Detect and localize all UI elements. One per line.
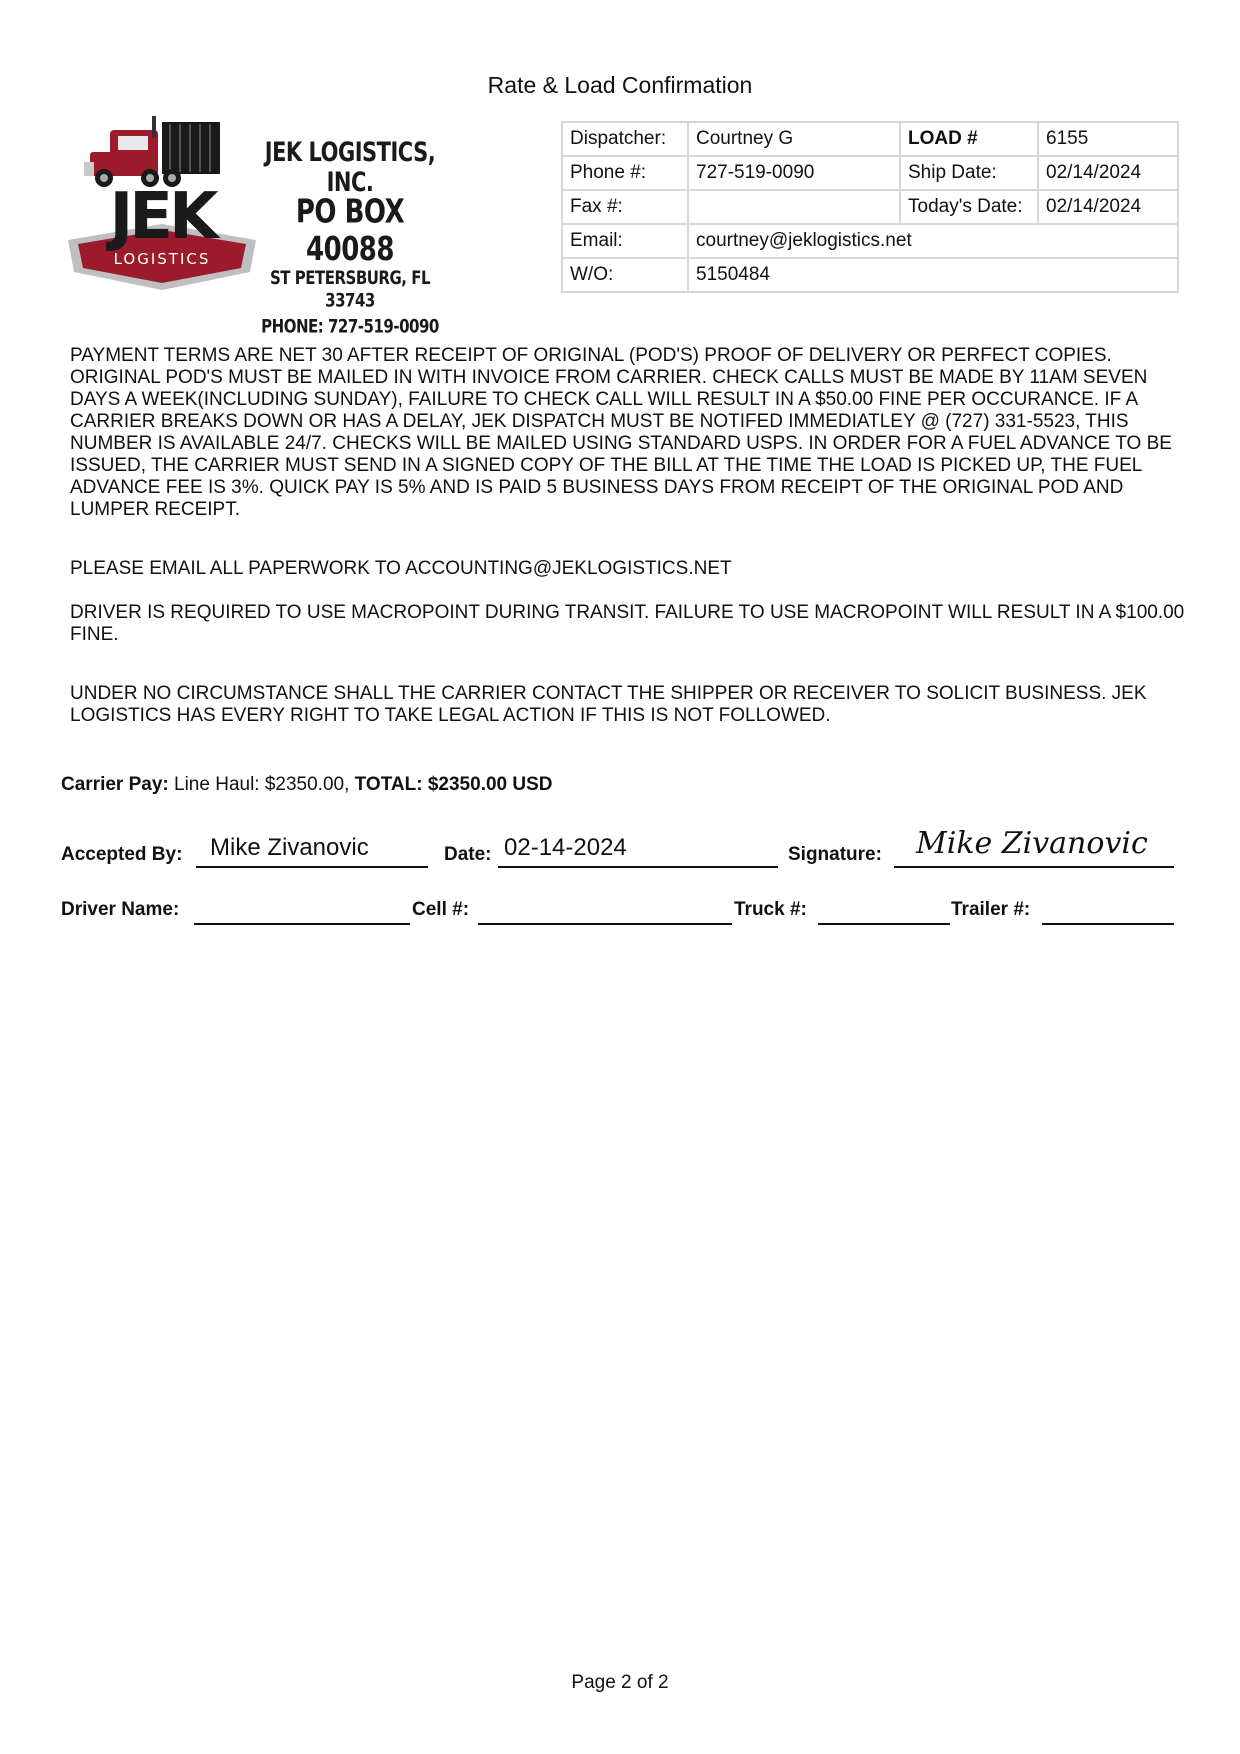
- table-row: [562, 190, 1178, 224]
- ship-date-value: 02/14/2024: [1038, 156, 1178, 190]
- company-address1: PO BOX 40088: [295, 193, 405, 269]
- load-label: LOAD #: [900, 122, 1038, 156]
- line-haul: Line Haul: $2350.00,: [174, 774, 350, 795]
- load-info-table: [561, 121, 1179, 293]
- dispatcher-label: Dispatcher:: [562, 122, 688, 156]
- document-title: Rate & Load Confirmation: [487, 72, 753, 98]
- table-row: [562, 122, 1178, 156]
- logo-letters: JEK: [109, 180, 215, 254]
- table-row: [562, 258, 1178, 292]
- paperwork-email-note: PLEASE EMAIL ALL PAPERWORK TO ACCOUNTING@JEKLOGISTICS.NET: [70, 558, 732, 579]
- company-address2: ST PETERSBURG, FL 33743: [269, 266, 431, 312]
- page-number: Page 2 of 2: [571, 1672, 669, 1693]
- carrier-pay: [61, 774, 553, 796]
- todays-date-label: Today's Date:: [900, 190, 1038, 224]
- fax-value: [688, 190, 900, 224]
- date-label: Date:: [444, 844, 492, 865]
- payment-terms: PAYMENT TERMS ARE NET 30 AFTER RECEIPT OF ORIGINAL (POD'S) PROOF OF DELIVERY OR PERFECT COPIES. ORIGINAL POD'S MUST BE MAILED IN WITH INVOICE FROM CARRIER. CHECK CALLS MUST BE MADE BY 11AM SEVEN DAYS A WEEK(INCLUDING SUNDAY), FAILURE TO CHECK CALL WILL RESULT IN A $50.00 FINE PER OCCURANCE. IF A CARRIER BREAKS DOWN OR HAS A DELAY, JEK DISPATCH MUST BE NOTIFED IMMEDIATLEY @ (727) 331-5523, THIS NUMBER IS AVAILABLE 24/7. CHECKS WILL BE MAILED USING STANDARD USPS. IN ORDER FOR A FUEL ADVANCE TO BE ISSUED, THE CARRIER MUST SEND IN A SIGNED COPY OF THE BILL AT THE TIME THE LOAD IS PICKED UP, THE FUEL ADVANCE FEE IS 3%. QUICK PAY IS 5% AND IS PAID 5 BUSINESS DAYS FROM RECEIPT OF THE ORIGINAL POD AND LUMPER RECEIPT.: [70, 345, 1172, 520]
- macropoint-note: DRIVER IS REQUIRED TO USE MACROPOINT DURING TRANSIT. FAILURE TO USE MACROPOINT WILL RESULT IN A $100.00 FINE.: [70, 602, 1185, 645]
- date-value: 02-14-2024: [504, 834, 627, 861]
- company-name: JEK LOGISTICS, INC.: [264, 137, 436, 197]
- ship-date-label: Ship Date:: [900, 156, 1038, 190]
- truck-label: Truck #:: [734, 899, 807, 920]
- driver-name-field[interactable]: [194, 893, 410, 925]
- wo-value: 5150484: [688, 258, 1178, 292]
- todays-date-value: 02/14/2024: [1038, 190, 1178, 224]
- table-row: [562, 156, 1178, 190]
- solicit-note: UNDER NO CIRCUMSTANCE SHALL THE CARRIER CONTACT THE SHIPPER OR RECEIVER TO SOLICIT BUSINESS. JEK LOGISTICS HAS EVERY RIGHT TO TAKE LEGAL ACTION IF THIS IS NOT FOLLOWED.: [70, 683, 1147, 726]
- email-value: courtney@jeklogistics.net: [688, 224, 1178, 258]
- phone-label: Phone #:: [562, 156, 688, 190]
- cell-label: Cell #:: [412, 899, 470, 920]
- truck-icon: [84, 116, 220, 187]
- cell-field[interactable]: [478, 893, 732, 925]
- company-phone: PHONE: 727-519-0090: [261, 314, 439, 338]
- trailer-field[interactable]: [1042, 893, 1174, 925]
- signature-value: Mike Zivanovic: [916, 826, 1148, 861]
- signature-field[interactable]: [894, 826, 1174, 868]
- fax-label: Fax #:: [562, 190, 688, 224]
- email-label: Email:: [562, 224, 688, 258]
- accepted-by-value: Mike Zivanovic: [210, 834, 369, 861]
- load-value: 6155: [1038, 122, 1178, 156]
- trailer-label: Trailer #:: [951, 899, 1031, 920]
- date-field[interactable]: [498, 836, 778, 868]
- truck-field[interactable]: [818, 893, 950, 925]
- table-row: [562, 224, 1178, 258]
- carrier-pay-label: Carrier Pay:: [61, 774, 169, 795]
- accepted-by-label: Accepted By:: [61, 844, 183, 865]
- accepted-by-field[interactable]: [196, 836, 428, 868]
- company-block: [255, 137, 445, 338]
- wo-label: W/O:: [562, 258, 688, 292]
- total-label: TOTAL:: [354, 774, 423, 795]
- dispatcher-value: Courtney G: [688, 122, 900, 156]
- driver-name-label: Driver Name:: [61, 899, 180, 920]
- jek-logo: [62, 112, 262, 312]
- signature-label: Signature:: [788, 844, 882, 865]
- total-value: $2350.00 USD: [427, 774, 553, 795]
- phone-value: 727-519-0090: [688, 156, 900, 190]
- logo-banner: LOGISTICS: [113, 250, 211, 268]
